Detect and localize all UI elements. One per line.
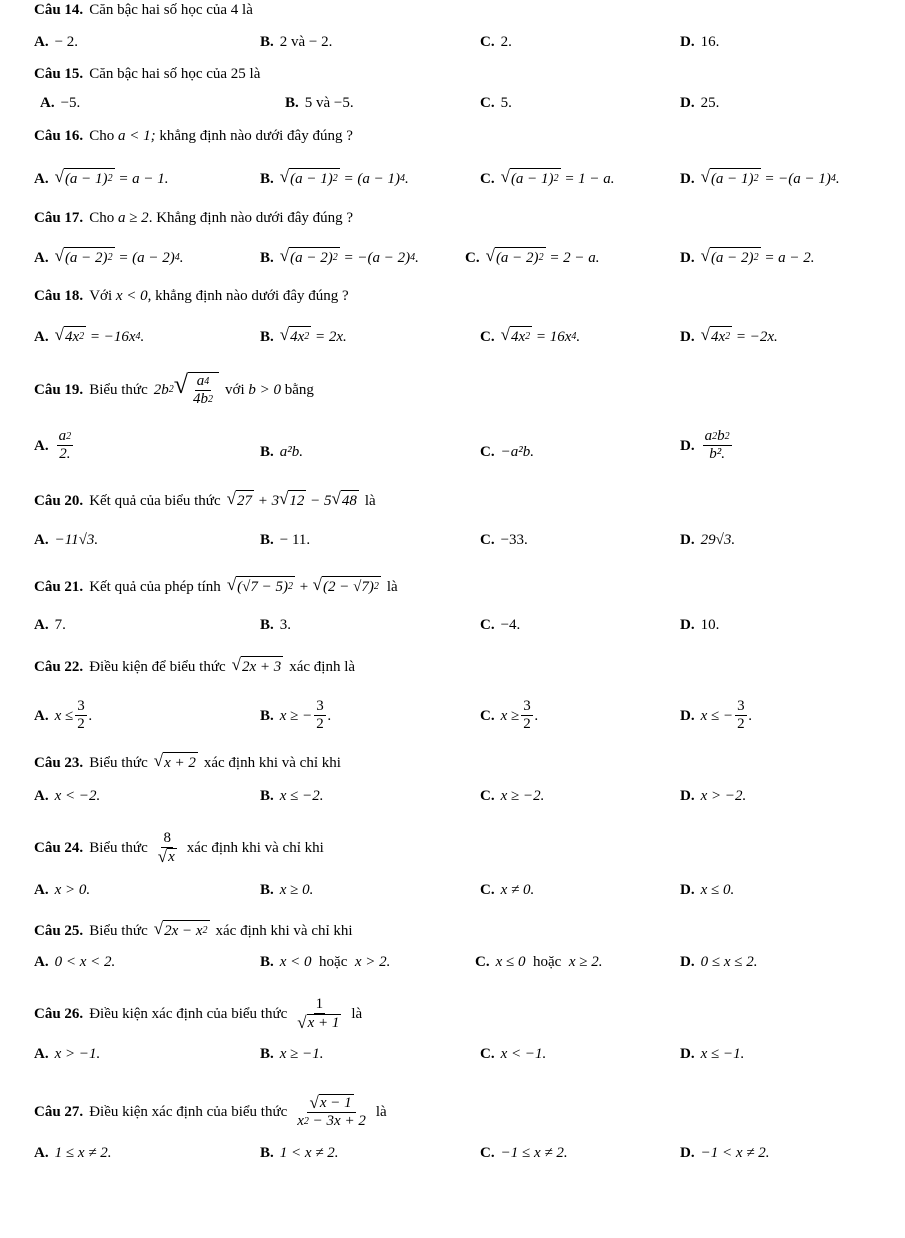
choice-d[interactable]: D. 25. [680, 95, 720, 111]
choice-c[interactable]: C. 2. [480, 34, 512, 50]
choice-c[interactable]: C. −a²b. [480, 444, 534, 460]
question-label: Câu 22. [34, 658, 84, 675]
question-label: Câu 14. [34, 2, 84, 18]
question-21: Câu 21. Kết quả của phép tính √ (√7 − 5) 2 + √ (2 − √7) 2 là [34, 575, 398, 595]
question-14 [34, 0, 253, 20]
choice-c[interactable]: C. x < −1. [480, 1046, 547, 1062]
choice-a[interactable]: A. a 2 2. [34, 428, 72, 462]
choice-c[interactable]: C. √ (a − 1) 2 = 1 − a. [480, 167, 615, 187]
question-26: Câu 26. Điều kiện xác định của biểu thức 1 √ x + 1 là [34, 996, 363, 1032]
expression: √ 2x + 3 [231, 655, 282, 675]
expression: 2b 2 √ a 4 4b 2 [154, 372, 219, 408]
choice-b[interactable]: B. 3. [260, 617, 292, 633]
choice-c[interactable]: C. 5. [480, 95, 512, 111]
choice-d[interactable]: D. √ (a − 2) 2 = a − 2. [680, 246, 815, 266]
expression: √ 2x − x 2 [153, 919, 208, 939]
choice-d[interactable]: D. 0 ≤ x ≤ 2. [680, 954, 758, 970]
choice-b[interactable]: B. x ≥ 0. [260, 882, 314, 898]
question-16: Câu 16. Cho a < 1; khẳng định nào dưới đây đúng ? [34, 128, 353, 144]
question-27: Câu 27. Điều kiện xác định của biểu thức √ x − 1 x 2 − 3x + 2 là [34, 1093, 387, 1129]
choice-b[interactable]: B. √ (a − 2) 2 = −(a − 2) 4 . [260, 246, 419, 266]
choice-c[interactable]: C. x ≤ 0 hoặc x ≥ 2. [475, 954, 603, 970]
choice-b[interactable]: B. x ≥ −1. [260, 1046, 324, 1062]
choice-b[interactable]: B. a²b. [260, 444, 304, 460]
choice-c[interactable]: C. √ (a − 2) 2 = 2 − a. [465, 246, 600, 266]
choice-a[interactable]: A. −11√3. [34, 532, 99, 548]
choice-c[interactable]: C. x ≠ 0. [480, 882, 535, 898]
choice-b[interactable]: B. − 11. [260, 532, 311, 548]
question-label: Câu 24. [34, 840, 84, 856]
question-24: Câu 24. Biểu thức 8 √ x xác định khi và chỉ khi [34, 830, 324, 866]
choice-b[interactable]: B. x < 0 hoặc x > 2. [260, 954, 391, 970]
choice-d[interactable]: D. x ≤ −1. [680, 1046, 745, 1062]
choice-b[interactable]: B. x ≤ −2. [260, 788, 324, 804]
question-label: Câu 25. [34, 922, 84, 939]
choice-a[interactable]: A. 0 < x < 2. [34, 954, 116, 970]
choice-a[interactable]: A. − 2. [34, 34, 79, 50]
choice-d[interactable]: D. √ (a − 1) 2 = −(a − 1) 4 . [680, 167, 840, 187]
choice-a[interactable]: A. x ≤ $\frac{3}{2}$ . [34, 698, 93, 732]
choice-d[interactable]: D. a 2 b 2 b². [680, 428, 730, 462]
choice-a[interactable]: A. −5. [40, 95, 81, 111]
choice-d[interactable]: D. x ≤ 0. [680, 882, 735, 898]
expression: √ x − 1 x 2 − 3x + 2 [297, 1093, 366, 1129]
question-text: Căn bậc hai số học của 25 là [89, 66, 261, 82]
question-19: Câu 19. Biểu thức 2b 2 √ a 4 4b 2 với b > 0 bằng [34, 370, 314, 407]
choice-c[interactable]: C. −1 ≤ x ≠ 2. [480, 1145, 568, 1161]
question-17: Câu 17. Cho a ≥ 2 . Khẳng định nào dưới đây đúng ? [34, 210, 354, 226]
expression: 1 √ x + 1 [297, 996, 340, 1032]
question-20: Câu 20. Kết quả của biểu thức √ 27 + 3 √ 12 − 5 √ 48 là [34, 489, 376, 509]
expression: √ 27 + 3 √ 12 − 5 √ 48 [226, 489, 357, 509]
question-label: Câu 21. [34, 578, 84, 595]
question-23: Câu 23. Biểu thức √ x + 2 xác định khi và chỉ khi [34, 751, 341, 771]
question-15 [34, 64, 260, 84]
choice-d[interactable]: D. 10. [680, 617, 720, 633]
question-label: Câu 16. [34, 128, 84, 144]
question-label: Câu 15. [34, 66, 84, 82]
question-label: Câu 26. [34, 1006, 84, 1022]
choice-a[interactable]: A. 1 ≤ x ≠ 2. [34, 1145, 112, 1161]
choice-a[interactable]: A. √ (a − 1) 2 = a − 1. [34, 167, 169, 187]
choice-a[interactable]: A. x > 0. [34, 882, 91, 898]
question-text: Căn bậc hai số học của 4 là [89, 2, 253, 18]
choice-c[interactable]: C. −33. [480, 532, 528, 548]
choice-a[interactable]: A. √ 4x 2 = −16x 4 . [34, 325, 145, 345]
question-label: Câu 19. [34, 382, 84, 398]
choice-b[interactable]: B. 1 < x ≠ 2. [260, 1145, 339, 1161]
question-label: Câu 17. [34, 210, 84, 226]
choice-a[interactable]: A. 7. [34, 617, 66, 633]
choice-d[interactable]: D. √ 4x 2 = −2x. [680, 325, 778, 345]
expression: √ (√7 − 5) 2 + √ (2 − √7) 2 [226, 575, 379, 595]
question-label: Câu 27. [34, 1104, 84, 1120]
question-label: Câu 18. [34, 288, 84, 304]
choice-d[interactable]: D. 29√3. [680, 532, 736, 548]
question-18: Câu 18. Với x < 0 , khẳng định nào dưới đây đúng ? [34, 288, 349, 304]
choice-b[interactable]: B. 2 và − 2. [260, 34, 333, 50]
choice-a[interactable]: A. √ (a − 2) 2 = (a − 2) 4 . [34, 246, 184, 266]
choice-a[interactable]: A. x > −1. [34, 1046, 101, 1062]
choice-b[interactable]: B. x ≥ − $\frac{3}{2}$ . [260, 698, 332, 732]
choice-b[interactable]: B. √ 4x 2 = 2x. [260, 325, 347, 345]
choice-c[interactable]: C. x ≥ −2. [480, 788, 545, 804]
choice-b[interactable]: B. 5 và −5. [285, 95, 354, 111]
choice-d[interactable]: D. −1 < x ≠ 2. [680, 1145, 770, 1161]
choice-d[interactable]: D. 16. [680, 34, 720, 50]
question-label: Câu 23. [34, 754, 84, 771]
question-25: Câu 25. Biểu thức √ 2x − x 2 xác định khi và chỉ khi [34, 919, 353, 939]
choice-b[interactable]: B. √ (a − 1) 2 = (a − 1) 4 . [260, 167, 409, 187]
choice-c[interactable]: C. √ 4x 2 = 16x 4 . [480, 325, 581, 345]
expression: √ x + 2 [153, 751, 196, 771]
expression: 8 √ x [157, 830, 175, 866]
choice-d[interactable]: D. x > −2. [680, 788, 747, 804]
question-22: Câu 22. Điều kiện để biểu thức √ 2x + 3 xác định là [34, 655, 356, 675]
question-label: Câu 20. [34, 492, 84, 509]
choice-d[interactable]: D. x ≤ − $\frac{3}{2}$ . [680, 698, 753, 732]
choice-a[interactable]: A. x < −2. [34, 788, 101, 804]
choice-c[interactable]: C. x ≥ $\frac{3}{2}$ . [480, 698, 539, 732]
choice-c[interactable]: C. −4. [480, 617, 521, 633]
